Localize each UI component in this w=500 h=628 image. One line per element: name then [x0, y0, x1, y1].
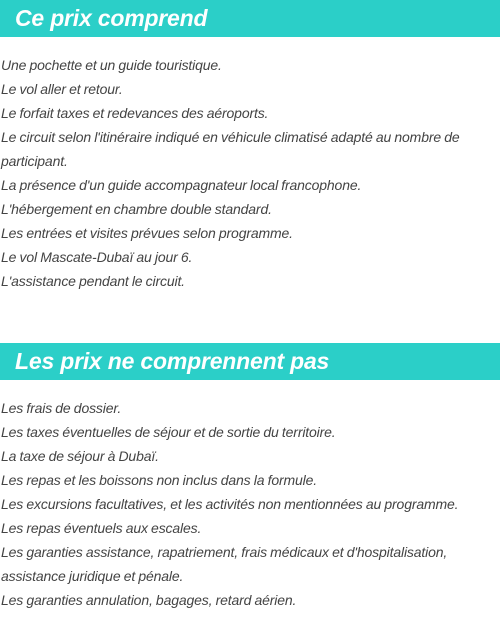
list-item: Les garanties annulation, bagages, retard aérien. [1, 592, 297, 608]
price-excludes-list [0, 396, 500, 612]
list-item: L'assistance pendant le circuit. [1, 273, 185, 289]
price-excludes-section [0, 343, 500, 612]
list-item: L'hébergement en chambre double standard. [1, 201, 272, 217]
list-item: Les taxes éventuelles de séjour et de sortie du territoire. [1, 424, 336, 440]
list-item: Les excursions facultatives, et les activités non mentionnées au programme. [1, 496, 459, 512]
price-excludes-title: Les prix ne comprennent pas [0, 343, 500, 380]
list-item: Les frais de dossier. [1, 400, 122, 416]
list-item: Les garanties assistance, rapatriement, frais médicaux et d'hospitalisation, assistance juridique et pénale. [1, 544, 448, 584]
list-item: La présence d'un guide accompagnateur local francophone. [1, 177, 362, 193]
price-includes-list [0, 53, 500, 293]
list-item: Les repas et les boissons non inclus dans la formule. [1, 472, 317, 488]
list-item: Les repas éventuels aux escales. [1, 520, 202, 536]
list-item: Le vol aller et retour. [1, 81, 123, 97]
list-item: Le vol Mascate-Dubaï au jour 6. [1, 249, 193, 265]
price-includes-title: Ce prix comprend [0, 0, 500, 37]
price-includes-section [0, 0, 500, 293]
list-item: Le forfait taxes et redevances des aéroports. [1, 105, 269, 121]
list-item: Les entrées et visites prévues selon programme. [1, 225, 293, 241]
list-item: Une pochette et un guide touristique. [1, 57, 222, 73]
list-item: Le circuit selon l'itinéraire indiqué en véhicule climatisé adapté au nombre de participant. [1, 129, 460, 169]
list-item: La taxe de séjour à Dubaï. [1, 448, 159, 464]
